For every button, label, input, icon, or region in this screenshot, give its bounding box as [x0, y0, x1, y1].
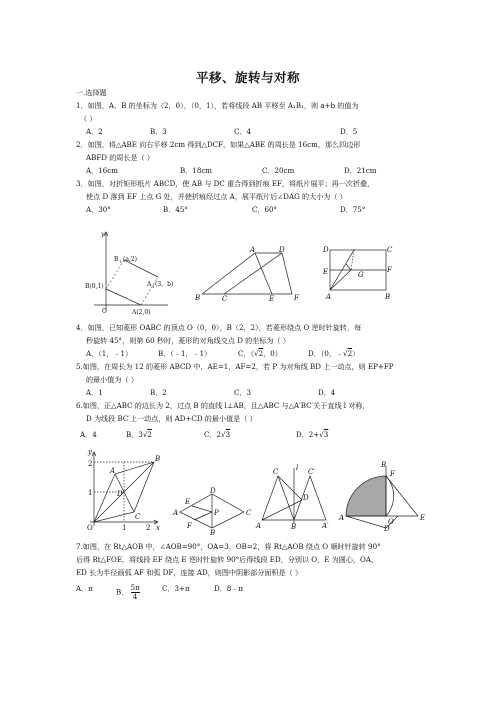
q4-c-prefix: C．（ — [238, 349, 255, 358]
fig5-label-c: C — [246, 509, 252, 517]
segment-fold-g — [346, 264, 351, 270]
side-ba — [202, 253, 255, 294]
q1-stem-line2: （ ） — [80, 114, 97, 123]
q4-option-d — [308, 349, 359, 358]
q2-option-c: C．20cm — [262, 166, 295, 175]
q7-stem-line3: ED 长为半径画弧 AF 和弧 DF，连接 AD，则图中阴影部分面积是（ ） — [76, 568, 303, 577]
q1-stem-line1: 1．如图，A，B 的坐标为（2，0），（0，1），若将线段 AB 平移至 A₁B₁，则 a+b 的值为 — [76, 101, 359, 110]
q7-option-c: C．3+π — [162, 584, 190, 593]
q7-stem-line2: 后得 Rt△FOE，将线段 EF 绕点 E 逆时针旋转 90°后得线段 ED，分别以 O，E 为圆心，OA、 — [76, 555, 379, 564]
q1-option-d: D．5 — [340, 127, 358, 136]
q7-b-prefix: B． — [116, 587, 129, 597]
fig4-label-b: B — [155, 455, 161, 463]
q3-option-d: D．75° — [340, 205, 366, 214]
q7-b-denominator: 4 — [132, 592, 138, 601]
q5-stem-line2: 的最小值为（ ） — [86, 375, 138, 384]
q6-option-a: A．4 — [80, 430, 97, 439]
segment-fe — [386, 476, 418, 516]
translation-line-b — [106, 260, 124, 289]
q4-stem-line2: 秒旋转 45°，则第 60 秒时，菱形的对角线交点 D 的坐标为（ ） — [86, 336, 290, 345]
side-ae — [255, 253, 272, 294]
fig6-label-a-prime: A′ — [322, 522, 329, 530]
figure-rhombus-rotation — [84, 446, 164, 532]
q7-b-fraction — [131, 584, 140, 601]
a-label: A(2,0) — [132, 309, 151, 316]
sqrt-icon: √ — [319, 430, 324, 439]
fig3-label-a: A — [326, 293, 332, 301]
q7-b-numerator: 5π — [130, 583, 140, 592]
q2-option-b: B．18cm — [180, 166, 213, 175]
q6-stem-line1: 6.如图，正△ABC 的边长为 2，过点 B 的直线 l⊥AB，且△ABC 与△A′BC′关于直线 l 对称， — [76, 401, 370, 410]
q7-option-a: A．π — [76, 584, 93, 593]
fig4-origin: O — [87, 524, 93, 532]
fig7-label-a: A — [339, 514, 345, 522]
q6-b-radicand: 2 — [147, 430, 152, 439]
fig2-label-d: D — [279, 246, 285, 254]
q5-option-d: D．4 — [318, 388, 336, 397]
q4-d-radicand: 2 — [347, 349, 353, 358]
q4-d-prefix: D．（0，﹣ — [308, 349, 344, 358]
q3-option-a: A．30° — [86, 205, 111, 214]
fig7-label-o: O — [388, 518, 394, 526]
fig5-label-a: A — [173, 509, 179, 517]
a1-label: A — [147, 281, 152, 288]
triangle-a2bc2 — [294, 476, 326, 520]
q6-d-radicand: 3 — [323, 430, 329, 439]
q6-c-prefix: C．2 — [204, 430, 222, 439]
q2-option-d: D．21cm — [344, 166, 377, 175]
q3-option-b: B．45° — [163, 205, 188, 214]
figure-rhombus-min-path — [172, 487, 256, 537]
q6-option-b — [126, 430, 152, 439]
fig4-tick-1: 1 — [122, 524, 127, 532]
fig5-label-b: B — [210, 529, 216, 537]
fig3-label-c: C — [387, 246, 393, 254]
fig4-y-label: y — [88, 448, 92, 456]
fig4-label-a: A — [110, 467, 116, 475]
fig6-label-c: C — [273, 468, 279, 476]
fig2-label-a: A — [250, 246, 256, 254]
side-df — [282, 253, 292, 294]
q4-d-suffix: ） — [352, 349, 360, 358]
fig2-label-b: B — [195, 294, 201, 302]
a1-coord: (3，b) — [155, 281, 174, 288]
q5-option-b: B．2 — [150, 388, 167, 397]
q2-stem-line2: ABFD 的周长是（ ） — [86, 153, 155, 162]
fig4-label-c: C — [135, 513, 141, 521]
sqrt-icon: √ — [221, 430, 226, 439]
b1-coord: (a,2) — [123, 256, 137, 263]
fig6-label-l: l — [296, 464, 299, 472]
side-cd — [224, 253, 282, 294]
figure-triangle-translation — [192, 244, 310, 302]
q5-option-c: C．3 — [234, 388, 252, 397]
sqrt-icon: √ — [254, 349, 259, 358]
fig3-label-b: B — [385, 293, 391, 301]
origin-label: O — [102, 308, 107, 315]
page-title: 平移、旋转与对称 — [195, 70, 300, 85]
b1-sub: 1 — [119, 259, 122, 264]
fig5-label-p: P — [214, 509, 219, 517]
fig3-label-g: G — [358, 271, 364, 279]
fig4-label-d: D — [117, 490, 123, 498]
fig3-label-d: D — [323, 246, 329, 254]
q6-stem-line2: D 为线段 BC′上一动点，则 AD+CD 的最小值是（ ） — [86, 414, 257, 423]
triangle-abc — [262, 476, 294, 520]
fig7-label-b: B — [381, 461, 387, 469]
fig7-label-f: F — [390, 470, 395, 478]
y-label: y — [101, 231, 105, 238]
a1-sub: 1 — [152, 284, 155, 289]
q4-option-b: B．（﹣1，﹣1） — [158, 349, 212, 358]
fig5-label-d: D — [210, 487, 216, 495]
fig2-label-f: F — [294, 294, 299, 302]
figure-coordinate-translation — [84, 226, 174, 316]
segment-ab — [106, 289, 141, 305]
q1-option-c: C．4 — [234, 127, 252, 136]
fig6-label-c-prime: C′ — [308, 468, 315, 476]
q5-option-a: A．1 — [86, 388, 103, 397]
q6-option-c — [204, 430, 230, 439]
q3-stem-line2: 使点 D 落到 EF 上点 G 处，并使折痕经过点 A，展平纸片后∠DAG 的大小为（ ） — [86, 192, 347, 201]
q4-c-suffix: ，0） — [263, 349, 282, 358]
segment-ad — [346, 516, 386, 528]
q2-stem-line1: 2．如图，将△ABE 向右平移 2cm 得到△DCF，如果△ABE 的周长是 16cm，那么四边形 — [76, 140, 361, 149]
fig7-label-e: E — [420, 514, 426, 522]
fig4-ytick-1: 1 — [88, 489, 93, 497]
fig5-label-f: F — [187, 522, 192, 530]
fig3-label-e: E — [323, 268, 329, 276]
segment-pf — [194, 512, 212, 520]
fig2-label-e: E — [269, 295, 275, 303]
q2-option-a: A．16cm — [86, 166, 118, 175]
fig6-label-d: D — [303, 494, 309, 502]
fig7-label-d: D — [384, 525, 390, 533]
q5-stem-line1: 5.如图，在周长为 12 的菱形 ABCD 中，AE=1，AF=2，若 P 为对角线 BD 上一动点，则 EP+FP — [76, 362, 394, 371]
q1-option-b: B．3 — [150, 127, 167, 136]
fig6-label-b: B — [291, 523, 297, 531]
q6-option-d — [296, 430, 328, 439]
fig4-tick-2: 2 — [146, 524, 151, 532]
q7-stem-line1: 7.如图，在 Rt△AOB 中，∠AOB=90°，OA=3，OB=2，将 Rt△AOB 绕点 O 顺时针旋转 90° — [76, 542, 381, 551]
q3-stem-line1: 3．如图，对折矩形纸片 ABCD，使 AB 与 DC 重合得到折痕 EF，将纸片展平；再一次折叠， — [76, 179, 375, 188]
figure-triangle-reflection — [252, 460, 332, 532]
section-heading: 一.选择题 — [76, 88, 107, 97]
q6-c-radicand: 3 — [225, 430, 231, 439]
q7-option-b — [116, 584, 140, 601]
q4-c-radicand: 2 — [258, 349, 264, 358]
fig4-ytick-2: 2 — [88, 460, 93, 468]
b1-label: B — [114, 256, 119, 263]
q7-option-d: D．8﹣π — [214, 584, 244, 593]
fig4-x-label: x — [156, 524, 160, 532]
fig2-label-c: C — [222, 295, 228, 303]
q4-option-a: A．（1，﹣1） — [86, 349, 133, 358]
q6-d-prefix: D．2+ — [296, 430, 320, 439]
figure-shaded-area — [338, 460, 428, 532]
q6-b-prefix: B．3 — [126, 430, 143, 439]
q1-option-a: A．2 — [86, 127, 103, 136]
q3-option-c: C．60° — [252, 205, 278, 214]
figure-rectangle-fold — [320, 244, 400, 302]
sqrt-icon: √ — [142, 430, 148, 439]
segment-ep — [192, 506, 212, 512]
segment-cd — [278, 476, 302, 500]
q4-option-c — [238, 349, 282, 358]
sqrt-icon: √ — [343, 349, 348, 358]
fig5-label-e: E — [185, 498, 191, 506]
fig6-label-a: A — [256, 522, 262, 530]
b-label: B(0,1) — [85, 283, 104, 290]
fig3-label-f: F — [387, 266, 392, 274]
q4-stem-line1: 4．如图，已知菱形 OABC 的顶点 O（0，0），B（2，2），若菱形绕点 O 逆时针旋转，每 — [76, 323, 362, 332]
shaded-sector — [346, 476, 386, 516]
